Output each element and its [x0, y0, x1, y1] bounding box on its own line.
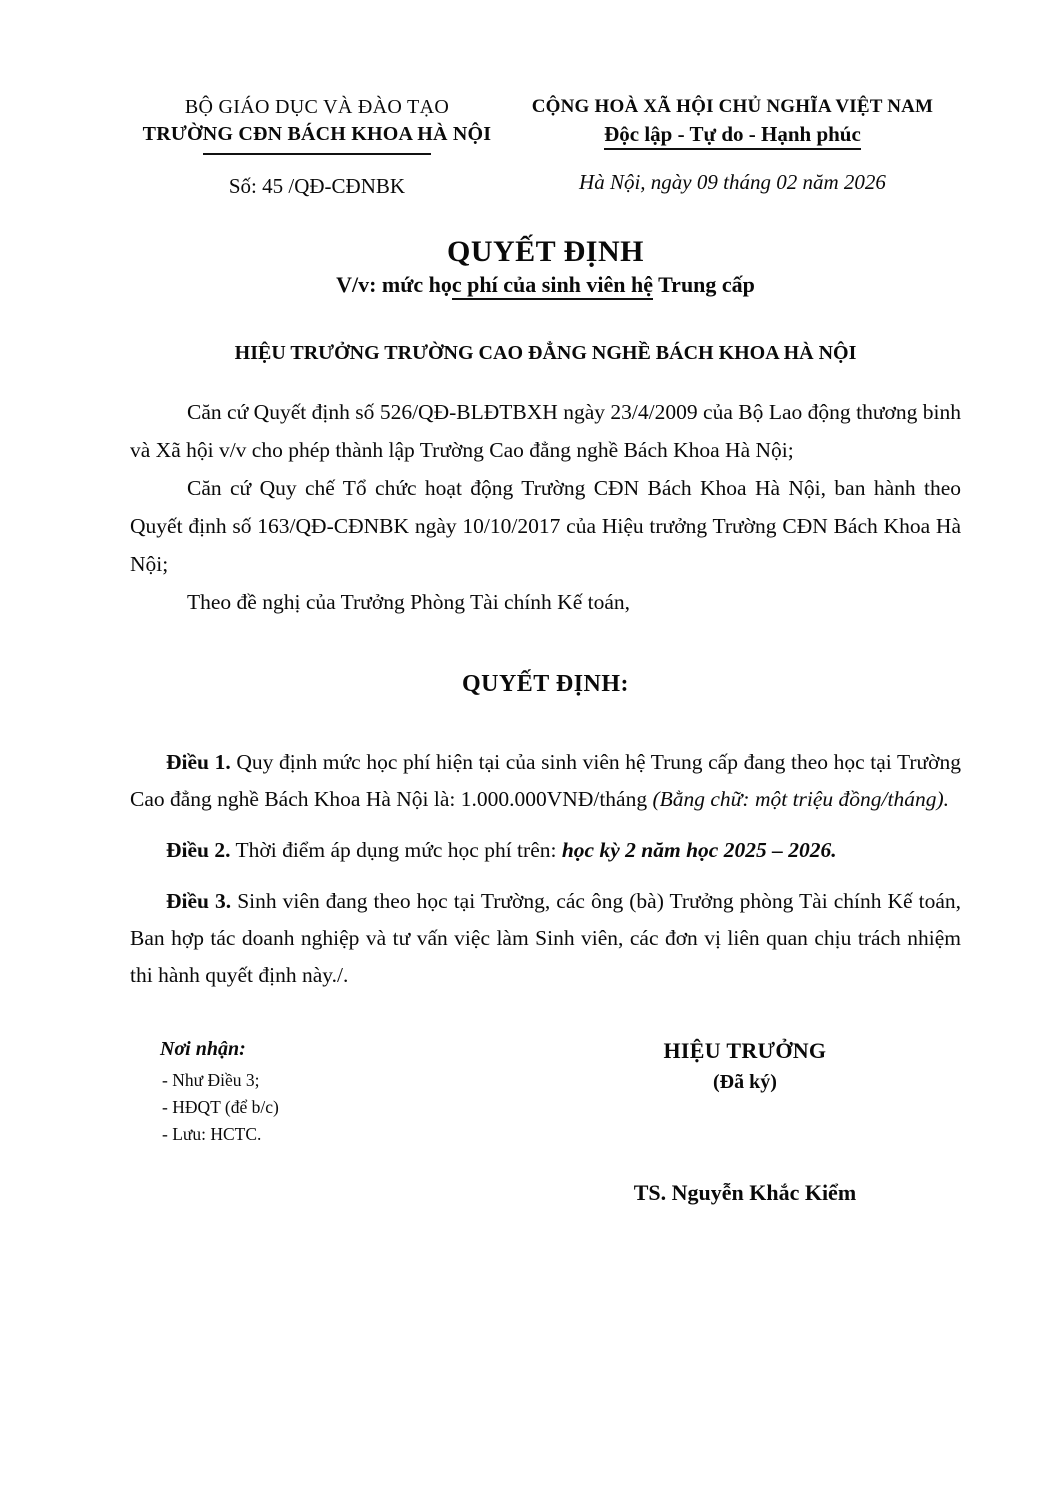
recipients-label: Nơi nhận: — [160, 1038, 246, 1060]
decision-heading: QUYẾT ĐỊNH: — [461, 671, 630, 697]
recipient-item: - Lưu: HCTC. — [162, 1124, 262, 1144]
recipients-block — [130, 1038, 529, 1206]
signed-note: (Đã ký) — [712, 1071, 777, 1093]
signer-position: HIỆU TRƯỞNG — [663, 1038, 827, 1063]
article-1-amount-in-words: (Bằng chữ: một triệu đồng/tháng). — [652, 787, 950, 811]
document-title: QUYẾT ĐỊNH — [447, 235, 644, 268]
footer-section — [130, 1038, 961, 1206]
recipient-item: - HĐQT (để b/c) — [162, 1097, 279, 1117]
recipient-item: - Như Điều 3; — [162, 1070, 260, 1090]
article-2-text: Thời điểm áp dụng mức học phí trên: — [230, 838, 562, 862]
national-motto — [504, 122, 961, 147]
signature-block — [529, 1038, 961, 1206]
article-2-effective-term: học kỳ 2 năm học 2025 – 2026. — [561, 838, 837, 862]
preamble-clause: Theo đề nghị của Trưởng Phòng Tài chính Kế toán, — [187, 590, 631, 614]
article-1-text: Quy định mức học phí hiện tại của sinh viên hệ Trung cấp đang theo học tại Trường Cao đẳng nghề Bách Khoa Hà Nội là: 1.000.000VNĐ/tháng — [130, 750, 962, 811]
signer-name: TS. Nguyễn Khắc Kiểm — [633, 1180, 857, 1205]
school-name: TRƯỜNG CĐN BÁCH KHOA HÀ NỘI — [142, 123, 492, 145]
document-header — [130, 96, 961, 199]
subject-suffix: Trung cấp — [653, 272, 755, 297]
issuing-org-block — [130, 96, 504, 199]
document-subject-line — [130, 272, 961, 298]
preamble-section — [130, 393, 961, 621]
articles-section — [130, 744, 961, 994]
preamble-clause: Căn cứ Quyết định số 526/QĐ-BLĐTBXH ngày 23/4/2009 của Bộ Lao động thương binh và Xã hội v/v cho phép thành lập Trường Cao đẳng nghề Bách Khoa Hà Nội; — [130, 400, 961, 462]
ministry-name: BỘ GIÁO DỤC VÀ ĐÀO TẠO — [184, 96, 450, 118]
article-3 — [130, 883, 961, 994]
article-2-label: Điều 2. — [166, 838, 231, 862]
article-3-label: Điều 3. — [166, 889, 232, 913]
article-2 — [130, 832, 961, 869]
header-divider-rule — [203, 153, 431, 155]
place-date-line: Hà Nội, ngày 09 tháng 02 năm 2026 — [579, 170, 886, 194]
article-1-label: Điều 1. — [166, 750, 231, 774]
issuer-title-line: HIỆU TRƯỞNG TRƯỜNG CAO ĐẲNG NGHỀ BÁCH KHOA HÀ NỘI — [234, 342, 857, 364]
subject-prefix: V/v: mức họ — [336, 272, 452, 297]
document-number: Số: 45 /QĐ-CĐNBK — [228, 174, 406, 198]
article-1 — [130, 744, 961, 818]
subject-underlined: c phí của sinh viên hệ — [452, 272, 653, 300]
national-motto-text: Độc lập - Tự do - Hạnh phúc — [604, 122, 861, 150]
preamble-clause: Căn cứ Quy chế Tổ chức hoạt động Trường CĐN Bách Khoa Hà Nội, ban hành theo Quyết định số 163/QĐ-CĐNBK ngày 10/10/2017 của Hiệu trưởng Trường CĐN Bách Khoa Hà Nội; — [130, 476, 961, 576]
article-3-text: Sinh viên đang theo học tại Trường, các ông (bà) Trưởng phòng Tài chính Kế toán, Ban hợp tác doanh nghiệp và tư vấn việc làm Sinh viên, các đơn vị liên quan chịu trách nhiệm thi hành quyết định này./. — [130, 889, 962, 987]
national-header-block — [504, 96, 961, 199]
national-title: CỘNG HOÀ XÃ HỘI CHỦ NGHĨA VIỆT NAM — [531, 96, 934, 117]
